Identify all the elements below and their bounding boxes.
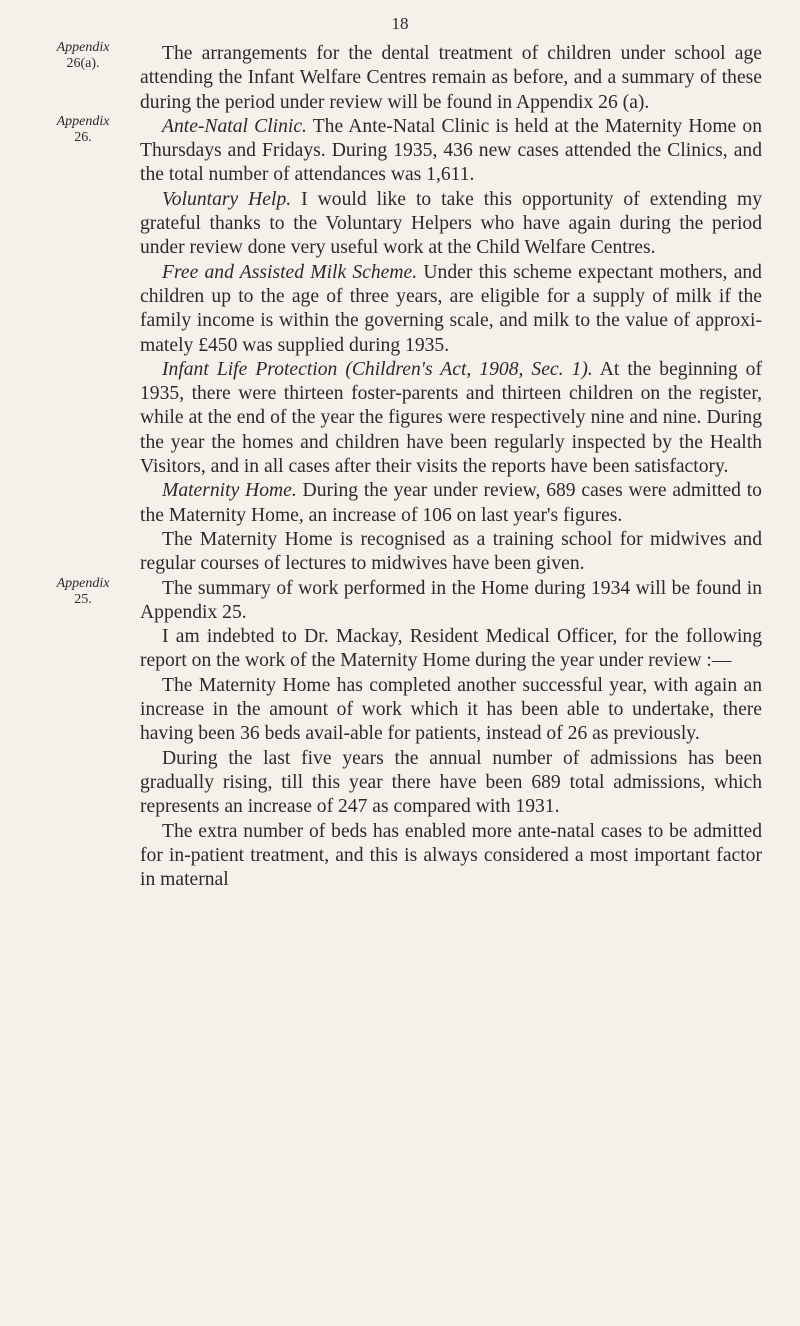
margin-note-label: Appendix	[56, 114, 110, 129]
paragraph-ante-natal-clinic	[140, 115, 762, 188]
paragraph-maternity-home	[140, 479, 762, 528]
paragraph-text: During the year under review, 689 cases were admitted to the Maternity Home, an increase of 106 on last year's figures.	[140, 480, 762, 526]
paragraph-text: I am indebted to Dr. Mackay, Resident Medical Officer, for the following report on the work of the Maternity Home during the year under review :—	[140, 626, 762, 672]
paragraph-text: At the beginning of 1935, there were thirteen foster-parents and thirteen children on the register, while at the end of the year the figures were respectively nine and nine. During the year the homes and children have been regularly inspected by the Health Visitors, and in all cases after their visits the reports have been satisfactory.	[140, 358, 762, 478]
paragraph-text: The extra number of beds has enabled more ante-natal cases to be admitted for in-patient treatment, and this is always considered a most important factor in maternal	[140, 820, 762, 891]
paragraph-text: The summary of work performed in the Home during 1934 will be found in Appendix 25.	[140, 577, 762, 623]
paragraph-infant-life-protection	[140, 358, 762, 479]
body-text	[140, 42, 762, 892]
paragraph-heading: Voluntary Help.	[162, 188, 292, 210]
margin-note-ref: 25.	[74, 592, 92, 607]
paragraph-summary-of-work	[140, 577, 762, 626]
paragraph-text: The arrangements for the dental treatment of children under school age attending the Infant Welfare Centres remain as before, and a summary of these during the period under review will be found in Appendix 26 (a).	[140, 43, 762, 113]
margin-note-appendix-26a	[48, 40, 118, 72]
margin-note-appendix-25	[48, 576, 118, 608]
paragraph-milk-scheme	[140, 261, 762, 358]
paragraph-text: The Maternity Home is recognised as a training school for midwives and regular courses of lectures to midwives have been given.	[140, 528, 762, 575]
paragraph-text: The Ante-Natal Clinic is held at the Maternity Home on Thursdays and Fridays. During 1935, 436 new cases attended the Clinics, and the total number of attendances was 1,611.	[140, 115, 762, 186]
margin-note-ref: 26(a).	[66, 56, 100, 71]
margin-note-appendix-26	[48, 114, 118, 146]
page-number: 18	[391, 14, 409, 33]
margin-note-ref: 26.	[74, 130, 92, 145]
margin-note-label: Appendix	[56, 576, 110, 591]
paragraph-heading: Maternity Home.	[162, 480, 297, 502]
paragraph-heading: Infant Life Protection (Children's Act, 1908, Sec. 1).	[162, 358, 593, 380]
paragraph-heading: Free and Assisted Milk Scheme.	[162, 261, 418, 283]
paragraph-indebted	[140, 625, 762, 674]
paragraph-heading: Ante-Natal Clinic.	[162, 115, 307, 137]
paragraph-successful-year	[140, 674, 762, 747]
paragraph-admissions	[140, 747, 762, 820]
paragraph-extra-beds	[140, 820, 762, 893]
margin-note-label: Appendix	[56, 40, 110, 55]
paragraph-text: Under this scheme expectant mothers, and children up to the age of three years, are eligible for a supply of milk if the family income is within the governing scale, and milk to the value of approxi-mately £450 was supplied during 1935.	[140, 261, 762, 356]
paragraph-voluntary-help	[140, 188, 762, 261]
paragraph-text: The Maternity Home has completed another successful year, with again an increase in the amount of work which it has been able to undertake, there having been 36 beds avail-able for patients, instead of 26 as previously.	[140, 674, 762, 745]
paragraph-text: I would like to take this opportunity of extending my grateful thanks to the Voluntary Helpers who have again during the period under review done very useful work at the Child Welfare Centres.	[140, 188, 762, 259]
paragraph-training-school	[140, 528, 762, 577]
paragraph-dental-treatment	[140, 42, 762, 115]
paragraph-text: During the last five years the annual number of admissions has been gradually rising, till this year there have been 689 total admissions, which represents an increase of 247 as compared with 1931.	[140, 747, 762, 818]
